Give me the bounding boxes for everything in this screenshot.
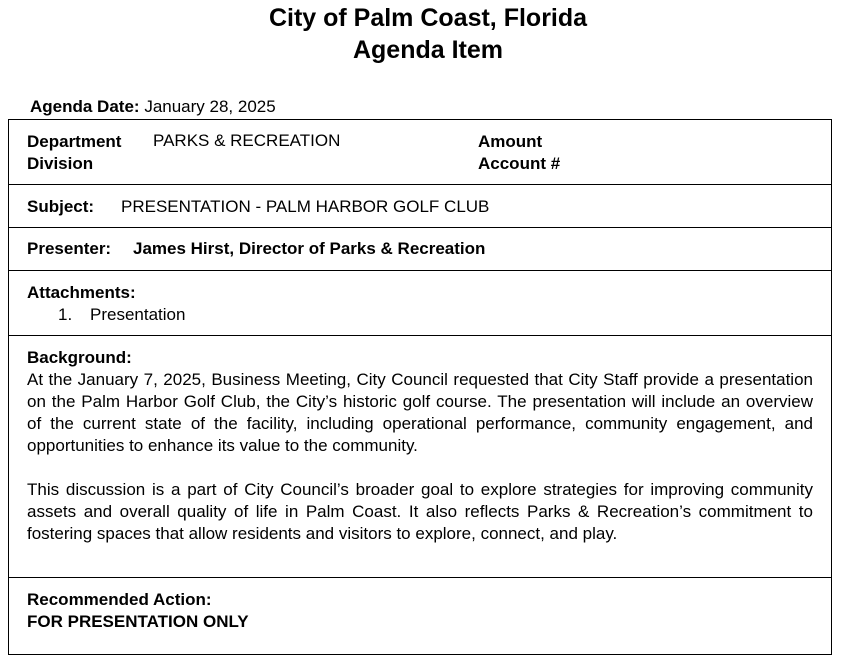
subject-row <box>9 184 831 228</box>
recommended-action-row <box>9 577 831 655</box>
attachments-row <box>9 270 831 336</box>
recommended-action-label: Recommended Action: <box>27 590 212 609</box>
background-label: Background: <box>27 348 132 367</box>
document-title <box>0 2 856 66</box>
title-line-city: City of Palm Coast, Florida <box>268 4 588 32</box>
recommended-action-value: FOR PRESENTATION ONLY <box>27 612 249 631</box>
title-line-agenda-item: Agenda Item <box>352 36 504 64</box>
agenda-table <box>8 119 832 655</box>
background-paragraph-2: This discussion is a part of City Council’s broader goal to explore strategies for improving community assets and overall quality of life in Palm Coast. It also reflects Parks & Recreation’s commitment to fostering spaces that allow residents and visitors to explore, connect, and play. <box>27 480 813 543</box>
subject-value: PRESENTATION - PALM HARBOR GOLF CLUB <box>121 197 490 216</box>
agenda-date-value: January 28, 2025 <box>144 97 276 116</box>
account-label: Account # <box>478 154 561 173</box>
background-paragraph-1: At the January 7, 2025, Business Meeting, City Council requested that City Staff provide a presentation on the Palm Harbor Golf Club, the City’s historic golf course. The presentation will include an overview of the current state of the facility, including operational performance, community engagement, and opportunities to enhance its value to the community. <box>27 370 813 455</box>
attachments-label: Attachments: <box>27 283 136 302</box>
agenda-date-label: Agenda Date: <box>30 97 140 116</box>
amount-label: Amount <box>478 132 543 151</box>
presenter-row <box>9 227 831 271</box>
department-value: PARKS & RECREATION <box>153 131 341 150</box>
agenda-date <box>30 96 276 118</box>
attachment-item-presentation: Presentation <box>90 305 186 324</box>
attachment-number: 1. <box>58 305 73 324</box>
presenter-label: Presenter: <box>27 239 112 258</box>
department-label: Department <box>27 132 122 151</box>
subject-label: Subject: <box>27 197 95 216</box>
background-row <box>9 335 831 578</box>
division-label: Division <box>27 154 94 173</box>
department-row <box>9 120 831 185</box>
presenter-value: James Hirst, Director of Parks & Recreation <box>133 239 486 258</box>
